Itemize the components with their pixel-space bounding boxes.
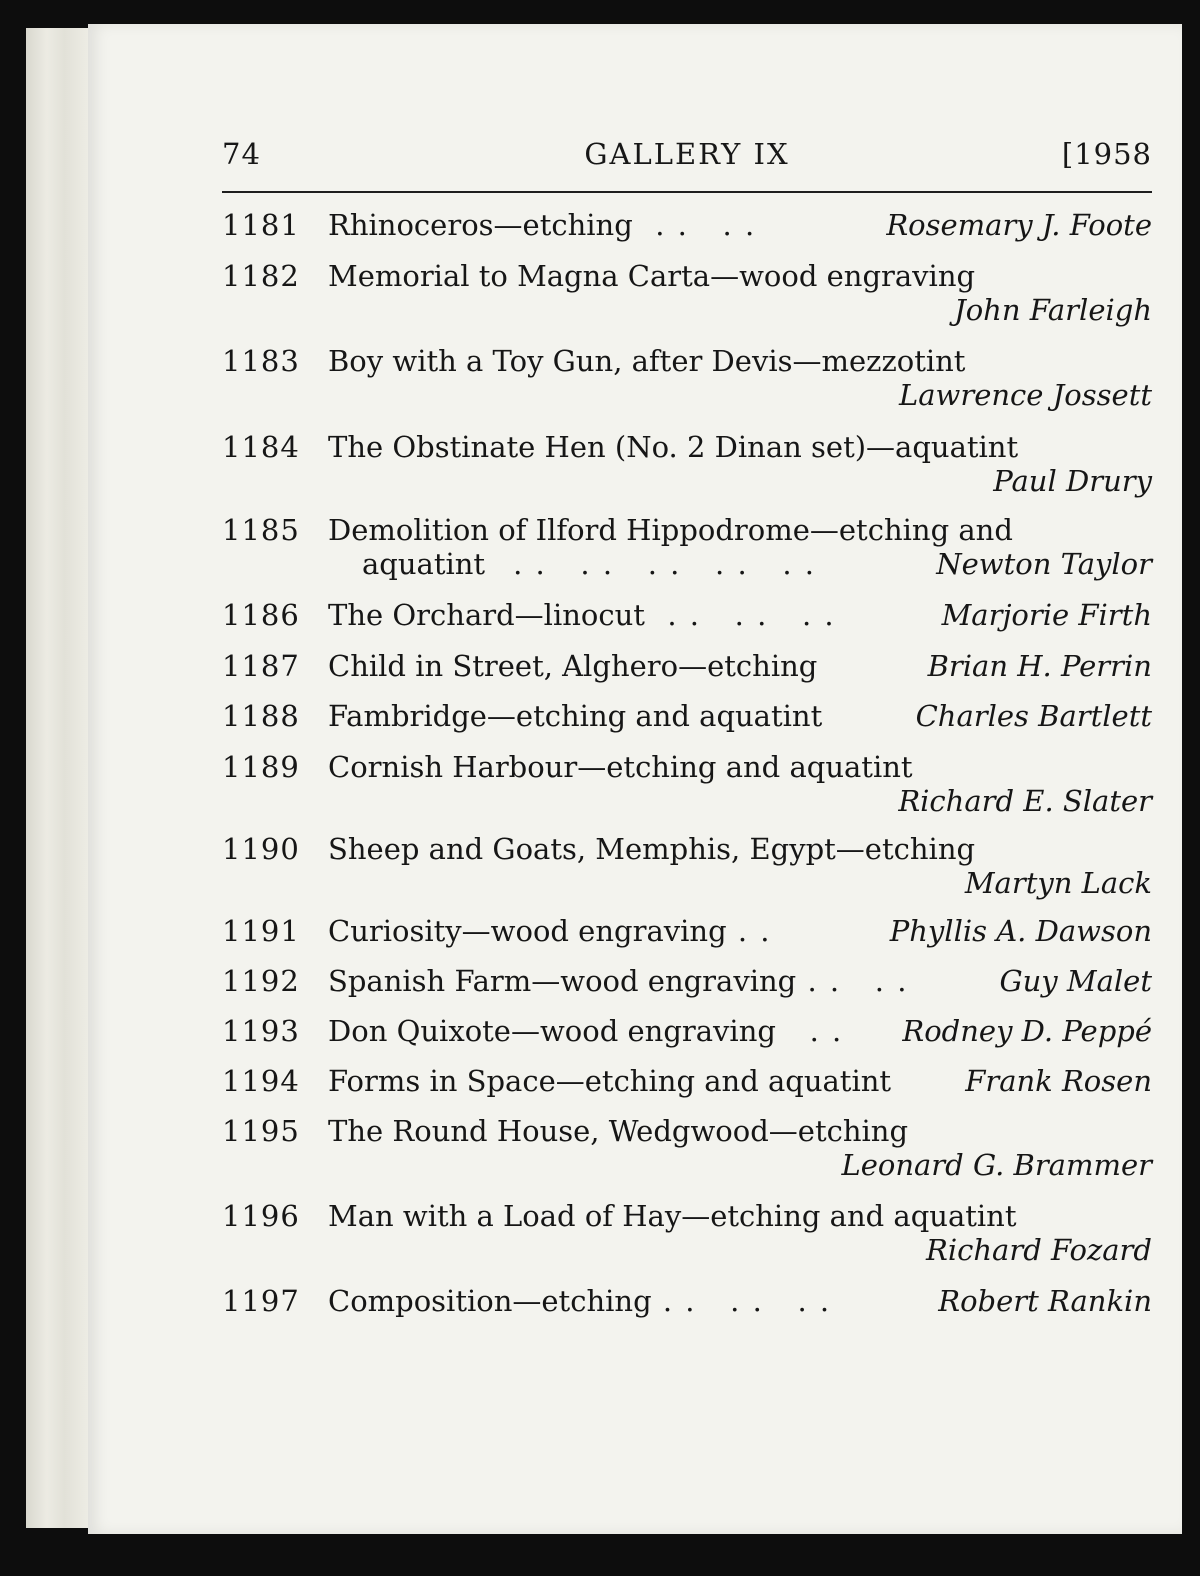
entry-title: Spanish Farm—wood engraving — [328, 964, 797, 998]
entry-artist: Leonard G. Brammer — [841, 1148, 1152, 1182]
entry-title: Sheep and Goats, Memphis, Egypt—etching — [328, 832, 976, 866]
leader-dots: . . — [726, 914, 772, 948]
page-stack-edge — [26, 28, 97, 1528]
entry-title: Fambridge—etching and aquatint — [328, 699, 823, 733]
header-rule — [222, 191, 1152, 193]
entry-title: Cornish Harbour—etching and aquatint — [328, 750, 913, 784]
entry-artist: Charles Bartlett — [915, 699, 1152, 733]
entry-number: 1189 — [222, 750, 300, 784]
entry-artist: Marjorie Firth — [941, 598, 1152, 632]
entry-title: Forms in Space—etching and aquatint — [328, 1064, 892, 1098]
entry-artist: Guy Malet — [999, 964, 1152, 998]
entry-artist: Martyn Lack — [964, 866, 1152, 900]
entry-artist: Newton Taylor — [936, 547, 1152, 581]
entry-artist: Brian H. Perrin — [927, 649, 1152, 683]
page-number: 74 — [222, 137, 261, 171]
entry-title: Don Quixote—wood engraving — [328, 1014, 776, 1048]
entry-artist: Robert Rankin — [938, 1284, 1152, 1318]
entry-number: 1181 — [222, 208, 300, 242]
entry-number: 1191 — [222, 914, 300, 948]
entry-title: Demolition of Ilford Hippodrome—etching and — [328, 513, 1013, 547]
entry-title: The Orchard—linocut — [328, 598, 645, 632]
entry-artist: Paul Drury — [993, 464, 1152, 498]
entry-number: 1193 — [222, 1014, 300, 1048]
entry-number: 1197 — [222, 1284, 300, 1318]
leader-dots: . . . . . . . . . . — [513, 547, 816, 581]
entry-number: 1182 — [222, 259, 300, 293]
running-header — [222, 137, 1152, 177]
entry-number: 1196 — [222, 1199, 300, 1233]
entry-artist: Richard E. Slater — [898, 784, 1152, 818]
entry-number: 1187 — [222, 649, 300, 683]
entry-title-continued: aquatint — [362, 547, 486, 581]
entry-number: 1183 — [222, 344, 300, 378]
entry-title: Boy with a Toy Gun, after Devis—mezzotint — [328, 344, 966, 378]
entry-number: 1184 — [222, 430, 300, 464]
entry-artist: Rosemary J. Foote — [886, 208, 1152, 242]
entry-artist: Lawrence Jossett — [898, 378, 1152, 412]
entry-number: 1185 — [222, 513, 300, 547]
entry-artist: Phyllis A. Dawson — [889, 914, 1152, 948]
entry-number: 1194 — [222, 1064, 300, 1098]
entry-number: 1192 — [222, 964, 300, 998]
entry-artist: Frank Rosen — [965, 1064, 1152, 1098]
leader-dots: . . . . . . — [644, 598, 836, 632]
entry-title: Curiosity—wood engraving — [328, 914, 727, 948]
entry-title: Composition—etching — [328, 1284, 652, 1318]
entry-title: The Round House, Wedgwood—etching — [328, 1114, 909, 1148]
entry-artist: Richard Fozard — [926, 1233, 1152, 1267]
entry-number: 1186 — [222, 598, 300, 632]
entry-title: The Obstinate Hen (No. 2 Dinan set)—aquatint — [328, 430, 1019, 464]
entry-title: Rhinoceros—etching — [328, 208, 633, 242]
entry-number: 1195 — [222, 1114, 300, 1148]
entry-title: Man with a Load of Hay—etching and aquatint — [328, 1199, 1017, 1233]
gallery-title: GALLERY IX — [584, 137, 790, 171]
entry-number: 1188 — [222, 699, 300, 733]
leader-dots: . . . . . . — [651, 1284, 832, 1318]
entry-title: Memorial to Magna Carta—wood engraving — [328, 259, 976, 293]
leader-dots: . . — [775, 1014, 844, 1048]
entry-artist: John Farleigh — [954, 293, 1152, 327]
year-label: [1958 — [1061, 137, 1152, 171]
entry-artist: Rodney D. Peppé — [902, 1014, 1152, 1048]
entry-title: Child in Street, Alghero—etching — [328, 649, 818, 683]
entry-number: 1190 — [222, 832, 300, 866]
leader-dots: . . . . — [632, 208, 757, 242]
leader-dots: . . . . — [796, 964, 909, 998]
